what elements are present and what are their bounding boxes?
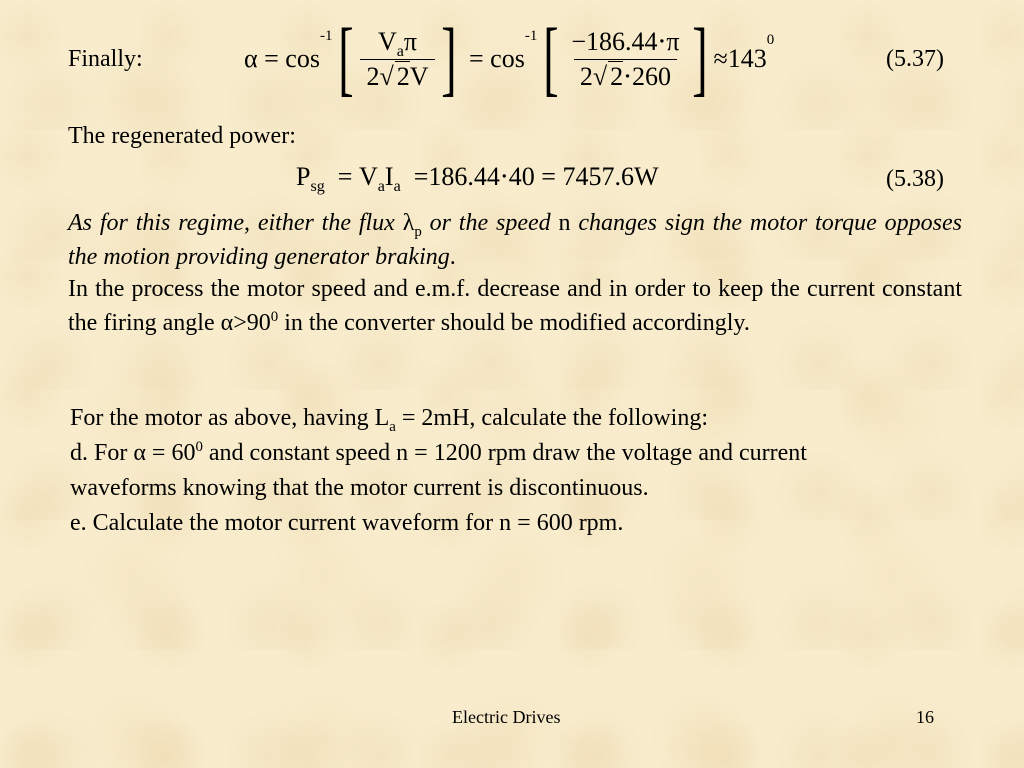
exercise-block: [70, 401, 970, 541]
fraction-2-numerator: −186.44⋅π: [571, 26, 680, 56]
right-bracket: ]: [691, 12, 708, 105]
fraction-1-denominator: 2√ 2V: [360, 59, 434, 92]
fraction-1: [360, 27, 434, 92]
exercise-line-4: e. Calculate the motor current waveform for n = 600 rpm.: [70, 510, 624, 536]
equation-5-37: α = cos -1 [ $\frac{V_a\pi}{2√ 2V}$ ] = cos -1 [ $\frac{-186.44\cdot\pi}{2√ 2\cdot 260}$ ] ≈ 143 0: [244, 12, 775, 105]
right-bracket: ]: [440, 12, 457, 105]
fraction-2-denominator: 2√ 2⋅260: [574, 59, 677, 92]
footer-title: Electric Drives: [452, 707, 561, 727]
equation-number-5-37: (5.37): [886, 46, 944, 72]
fraction-2: [565, 27, 685, 92]
fraction-1-numerator: $V_a\pi$: [377, 26, 418, 60]
result-value: 143: [727, 44, 767, 73]
equation-number-5-38: (5.38): [886, 166, 944, 192]
cos-function: cos: [285, 44, 320, 73]
regime-paragraph: As for this regime, either the flux $\lambda_p$ or the speed n changes sign the motor torque opposes the motion providing generator braking.: [68, 210, 962, 270]
page-number: 16: [916, 707, 934, 727]
exercise-line-3: waveforms knowing that the motor current is discontinuous.: [70, 475, 649, 501]
cos-function: cos: [490, 44, 525, 73]
left-bracket: [: [543, 12, 560, 105]
equals-sign: =: [469, 44, 484, 73]
exercise-line-2: d. For $\alpha = 60^0$ and constant speed n = 1200 rpm draw the voltage and current: [70, 439, 807, 466]
regenerated-power-label: The regenerated power:: [68, 123, 296, 149]
equals-sign: =: [264, 44, 279, 73]
equation-5-38: $P_{sg} = V_aI_a =186.44\cdot 40 = 7457.6W$: [296, 162, 659, 196]
process-paragraph: In the process the motor speed and e.m.f. decrease and in order to keep the current constant the firing angle $\alpha>90^0$ in the converter should be modified accordingly.: [68, 276, 962, 336]
left-bracket: [: [338, 12, 355, 105]
finally-label: Finally:: [68, 46, 143, 72]
alpha-symbol: α: [244, 44, 258, 73]
approx-sign: ≈: [713, 44, 728, 73]
exercise-line-1: For the motor as above, having $L_a = 2mH$, calculate the following:: [70, 405, 708, 435]
